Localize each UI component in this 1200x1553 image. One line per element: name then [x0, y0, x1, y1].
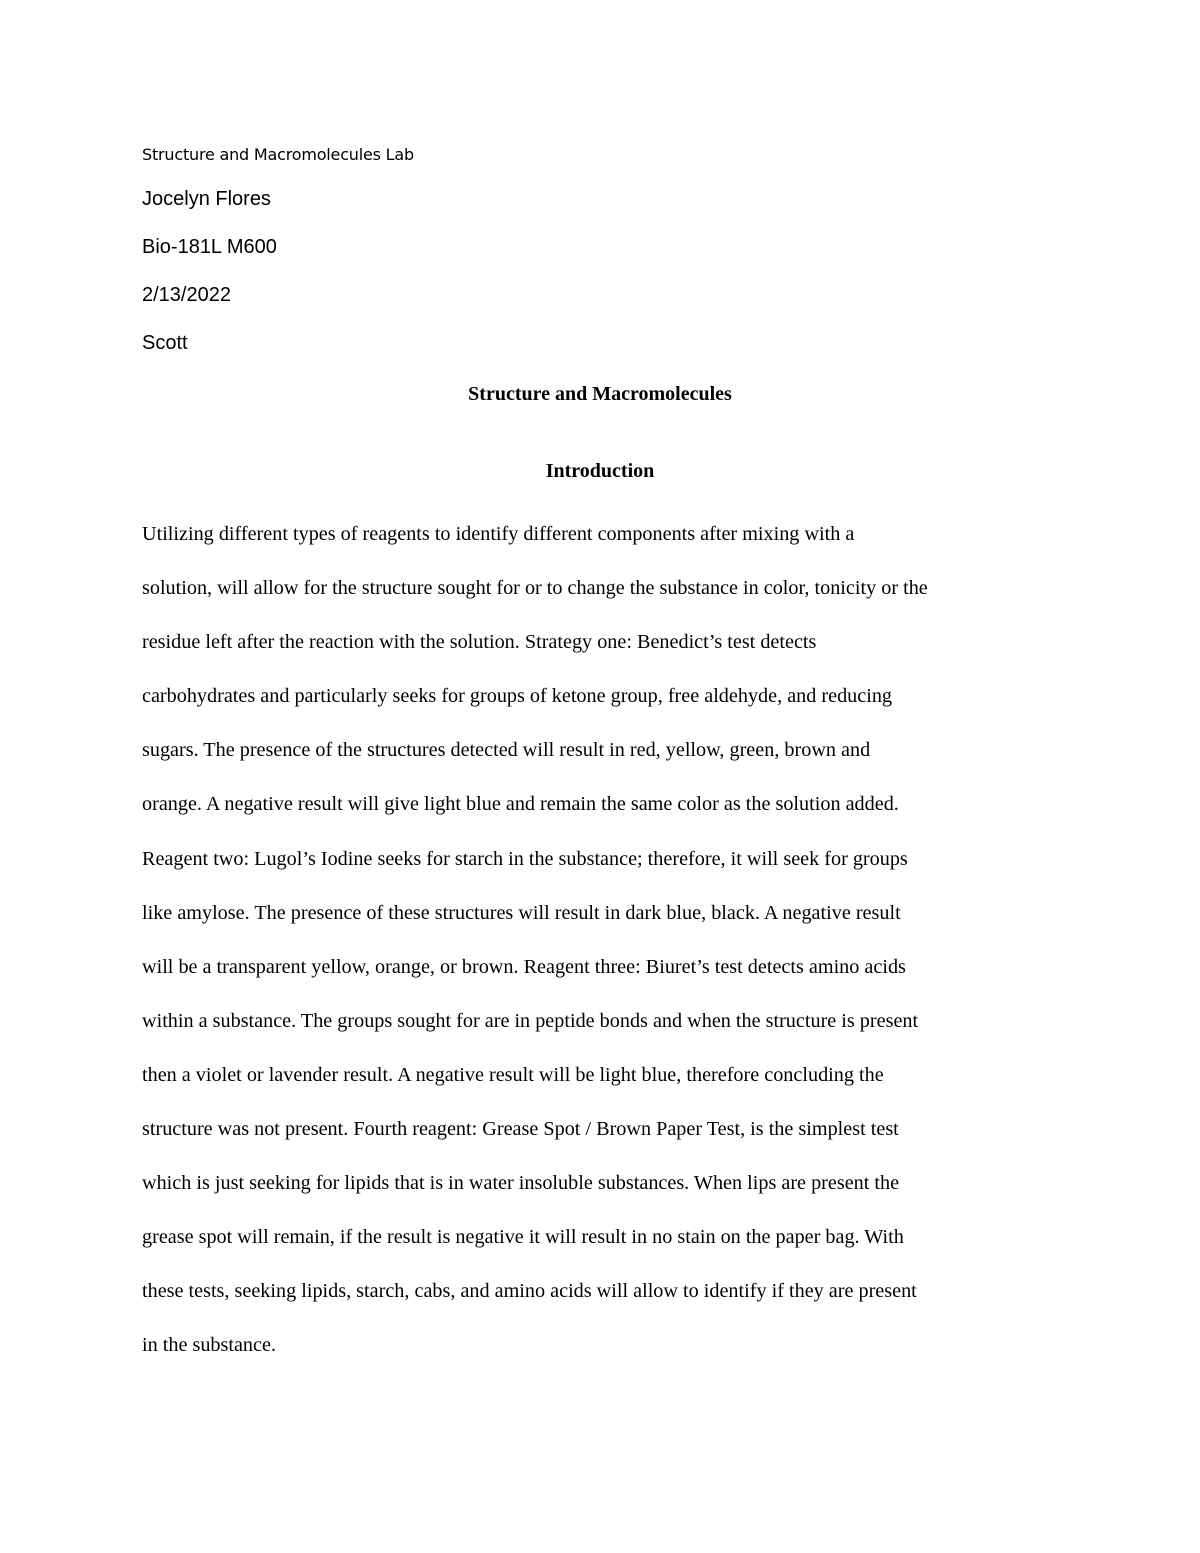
paragraph-line: which is just seeking for lipids that is in water insoluble substances. When lips are present the	[142, 1172, 900, 1195]
paragraph-line: Utilizing different types of reagents to identify different components after mixing with a	[142, 523, 855, 545]
course-code: Bio-181L M600	[142, 236, 277, 258]
paragraph-line: sugars. The presence of the structures detected will result in red, yellow, green, brown and	[142, 739, 871, 762]
paragraph-line: orange. A negative result will give light blue and remain the same color as the solution added.	[142, 793, 899, 816]
paragraph-line: Reagent two: Lugol’s Iodine seeks for starch in the substance; therefore, it will seek for groups	[142, 847, 908, 870]
section-heading: Introduction	[545, 460, 655, 482]
paragraph-line: solution, will allow for the structure sought for or to change the substance in color, tonicity or the	[142, 577, 928, 600]
instructor-name: Scott	[142, 332, 188, 354]
paragraph-line: carbohydrates and particularly seeks for groups of ketone group, free aldehyde, and reducing	[142, 685, 893, 708]
paragraph-line: within a substance. The groups sought for are in peptide bonds and when the structure is present	[142, 1009, 919, 1032]
paragraph-line: in the substance.	[142, 1334, 276, 1357]
lab-title: Structure and Macromolecules Lab	[142, 145, 414, 164]
introduction-paragraph	[142, 507, 1072, 1373]
paragraph-line: these tests, seeking lipids, starch, cabs, and amino acids will allow to identify if they are present	[142, 1280, 917, 1303]
paragraph-line: grease spot will remain, if the result is negative it will result in no stain on the paper bag. With	[142, 1226, 904, 1249]
paragraph-line: structure was not present. Fourth reagent: Grease Spot / Brown Paper Test, is the simplest test	[142, 1118, 899, 1141]
document-title: Structure and Macromolecules	[468, 383, 732, 405]
author-name: Jocelyn Flores	[142, 188, 271, 210]
paragraph-line: like amylose. The presence of these structures will result in dark blue, black. A negative result	[142, 901, 901, 924]
date: 2/13/2022	[142, 284, 231, 306]
paragraph-line: then a violet or lavender result. A negative result will be light blue, therefore concluding the	[142, 1063, 884, 1086]
paragraph-line: residue left after the reaction with the solution. Strategy one: Benedict’s test detects	[142, 631, 817, 654]
paragraph-line: will be a transparent yellow, orange, or brown. Reagent three: Biuret’s test detects amino acids	[142, 955, 906, 978]
